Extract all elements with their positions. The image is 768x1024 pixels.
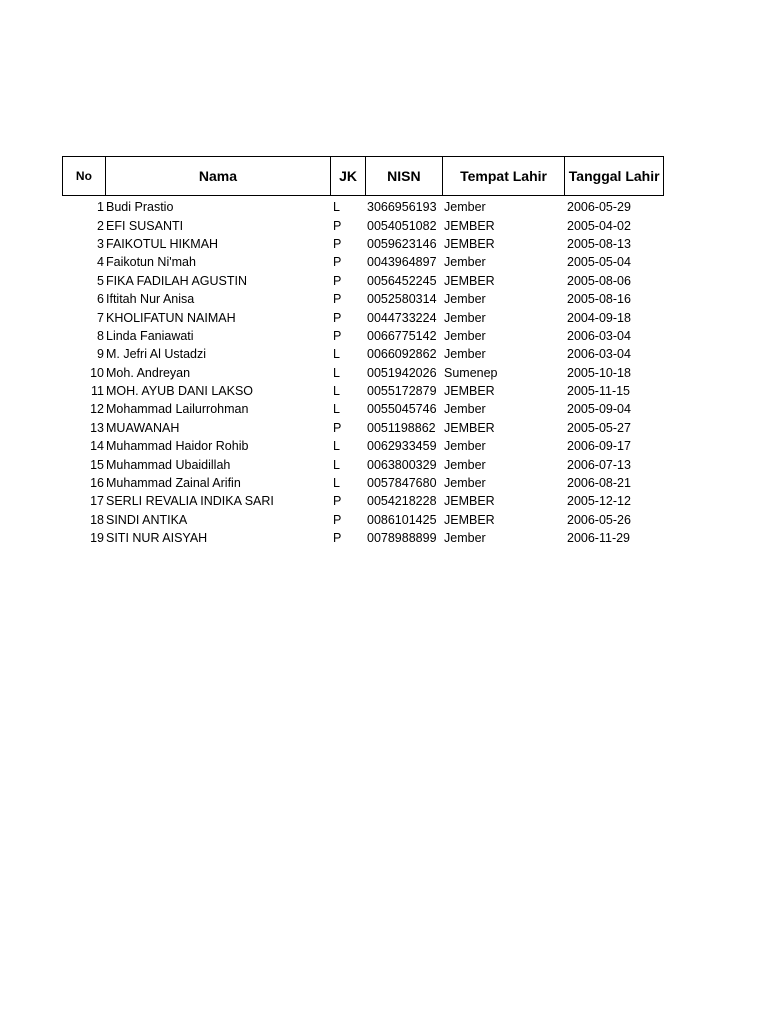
cell-tempat-lahir: Jember (444, 310, 486, 325)
cell-nisn: 0063800329 (367, 457, 437, 472)
cell-jk: P (333, 310, 342, 325)
cell-nisn: 0059623146 (367, 236, 437, 251)
cell-no: 11 (91, 384, 104, 399)
cell-nisn: 0051942026 (367, 365, 437, 380)
table-row (62, 216, 664, 234)
cell-tempat-lahir: Jember (444, 439, 486, 454)
cell-tempat-lahir: Jember (444, 457, 486, 472)
cell-no: 15 (90, 457, 104, 472)
cell-no: 16 (90, 476, 104, 491)
cell-tanggal-lahir: 2005-05-27 (567, 420, 631, 435)
table-row (62, 345, 664, 363)
cell-nisn: 0086101425 (367, 512, 437, 527)
cell-tanggal-lahir: 2006-11-29 (567, 531, 631, 546)
cell-tanggal-lahir: 2006-03-04 (567, 347, 631, 362)
cell-jk: L (333, 457, 340, 472)
cell-tanggal-lahir: 2005-09-04 (567, 402, 631, 417)
cell-no: 12 (90, 402, 104, 417)
header-tanggal-lahir: Tanggal Lahir (568, 168, 660, 184)
cell-tanggal-lahir: 2005-08-16 (567, 292, 631, 307)
cell-no: 13 (90, 420, 104, 435)
cell-jk: P (333, 273, 342, 288)
cell-jk: P (333, 236, 342, 251)
cell-tempat-lahir: Jember (444, 200, 486, 215)
cell-nama: Iftitah Nur Anisa (106, 292, 195, 307)
table-row (62, 198, 664, 216)
cell-nama: MOH. AYUB DANI LAKSO (106, 384, 254, 399)
cell-tanggal-lahir: 2005-10-18 (567, 365, 631, 380)
cell-tempat-lahir: Jember (444, 476, 486, 491)
cell-tanggal-lahir: 2005-08-06 (567, 273, 631, 288)
table-row (62, 455, 664, 473)
cell-jk: P (333, 420, 342, 435)
cell-tanggal-lahir: 2005-08-13 (567, 236, 631, 251)
table-row (62, 290, 664, 308)
table-row (62, 308, 664, 326)
cell-nama: Linda Faniawati (106, 328, 194, 343)
cell-nama: Muhammad Zainal Arifin (106, 476, 241, 491)
cell-tanggal-lahir: 2005-11-15 (567, 384, 631, 399)
table-row (62, 235, 664, 253)
cell-no: 1 (97, 200, 104, 215)
table-body (62, 198, 664, 547)
cell-nama: EFI SUSANTI (106, 218, 184, 233)
cell-nama: Muhammad Haidor Rohib (106, 439, 249, 454)
cell-tempat-lahir: Jember (444, 292, 486, 307)
cell-tempat-lahir: JEMBER (444, 384, 495, 399)
cell-tempat-lahir: JEMBER (444, 218, 495, 233)
table-row (62, 327, 664, 345)
cell-jk: L (333, 347, 340, 362)
cell-tempat-lahir: Jember (444, 255, 486, 270)
cell-no: 4 (97, 255, 104, 270)
cell-nama: Budi Prastio (106, 200, 174, 215)
cell-jk: L (333, 384, 340, 399)
cell-nama: FAIKOTUL HIKMAH (106, 236, 219, 251)
cell-no: 17 (90, 494, 104, 509)
table-row (62, 400, 664, 418)
cell-jk: P (333, 512, 342, 527)
table-row (62, 492, 664, 510)
cell-nisn: 0044733224 (367, 310, 437, 325)
cell-nisn: 0062933459 (367, 439, 437, 454)
cell-nama: KHOLIFATUN NAIMAH (106, 310, 236, 325)
cell-nisn: 0055172879 (367, 384, 437, 399)
cell-tanggal-lahir: 2005-12-12 (567, 494, 631, 509)
table-row (62, 272, 664, 290)
cell-nama: Mohammad Lailurrohman (106, 402, 249, 417)
cell-no: 18 (90, 512, 104, 527)
cell-jk: L (333, 200, 340, 215)
cell-nisn: 0078988899 (367, 531, 437, 546)
cell-tempat-lahir: Jember (444, 402, 486, 417)
cell-tempat-lahir: JEMBER (444, 512, 495, 527)
header-nisn: NISN (366, 157, 443, 195)
header-nama: Nama (106, 157, 331, 195)
table-header-row (62, 156, 664, 196)
cell-nisn: 0054218228 (367, 494, 437, 509)
cell-no: 7 (97, 310, 104, 325)
cell-jk: L (333, 476, 340, 491)
cell-tempat-lahir: JEMBER (444, 273, 495, 288)
cell-tanggal-lahir: 2006-07-13 (567, 457, 631, 472)
cell-jk: P (333, 218, 342, 233)
header-jk: JK (331, 157, 366, 195)
cell-no: 10 (90, 365, 104, 380)
header-no: No (63, 157, 106, 195)
table-row (62, 253, 664, 271)
cell-tempat-lahir: Jember (444, 347, 486, 362)
cell-tanggal-lahir: 2006-05-26 (567, 512, 631, 527)
table-row (62, 474, 664, 492)
cell-jk: P (333, 494, 342, 509)
cell-nama: SINDI ANTIKA (106, 512, 188, 527)
cell-tempat-lahir: Jember (444, 531, 486, 546)
cell-tempat-lahir: Jember (444, 328, 486, 343)
cell-no: 6 (97, 292, 104, 307)
cell-jk: P (333, 292, 342, 307)
cell-jk: L (333, 365, 340, 380)
cell-nama: M. Jefri Al Ustadzi (106, 347, 207, 362)
cell-nama: SITI NUR AISYAH (106, 531, 208, 546)
cell-tanggal-lahir: 2006-09-17 (567, 439, 631, 454)
cell-jk: P (333, 255, 342, 270)
cell-no: 8 (97, 328, 104, 343)
cell-nisn: 0055045746 (367, 402, 437, 417)
cell-nisn: 0056452245 (367, 273, 437, 288)
table-row (62, 364, 664, 382)
cell-tanggal-lahir: 2006-08-21 (567, 476, 631, 491)
cell-tempat-lahir: Sumenep (444, 365, 498, 380)
cell-jk: L (333, 439, 340, 454)
cell-tempat-lahir: JEMBER (444, 236, 495, 251)
cell-nama: Faikotun Ni'mah (106, 255, 196, 270)
cell-nisn: 0066092862 (367, 347, 437, 362)
cell-nisn: 0051198862 (367, 420, 436, 435)
cell-nisn: 0052580314 (367, 292, 437, 307)
cell-tanggal-lahir: 2004-09-18 (567, 310, 631, 325)
cell-tanggal-lahir: 2005-05-04 (567, 255, 631, 270)
cell-nisn: 3066956193 (367, 200, 437, 215)
cell-nisn: 0057847680 (367, 476, 437, 491)
cell-jk: L (333, 402, 340, 417)
cell-no: 14 (90, 439, 104, 454)
cell-nama: SERLI REVALIA INDIKA SARI (106, 494, 274, 509)
cell-tanggal-lahir: 2006-03-04 (567, 328, 631, 343)
cell-tempat-lahir: JEMBER (444, 420, 495, 435)
cell-no: 3 (97, 236, 104, 251)
cell-nama: Moh. Andreyan (106, 365, 191, 380)
cell-jk: P (333, 531, 342, 546)
table-row (62, 511, 664, 529)
cell-jk: P (333, 328, 342, 343)
cell-tanggal-lahir: 2005-04-02 (567, 218, 631, 233)
cell-nisn: 0066775142 (367, 328, 437, 343)
table-row (62, 382, 664, 400)
cell-tanggal-lahir: 2006-05-29 (567, 200, 631, 215)
cell-tempat-lahir: JEMBER (444, 494, 495, 509)
student-table (62, 156, 664, 547)
cell-no: 2 (97, 218, 104, 233)
table-row (62, 529, 664, 547)
cell-no: 9 (97, 347, 104, 362)
cell-nama: MUAWANAH (106, 420, 180, 435)
cell-nama: Muhammad Ubaidillah (106, 457, 231, 472)
cell-nisn: 0043964897 (367, 255, 437, 270)
header-tempat-lahir: Tempat Lahir (443, 157, 566, 195)
cell-nisn: 0054051082 (367, 218, 437, 233)
cell-no: 5 (97, 273, 104, 288)
table-row (62, 437, 664, 455)
table-row (62, 419, 664, 437)
cell-no: 19 (90, 531, 104, 546)
cell-nama: FIKA FADILAH AGUSTIN (106, 273, 248, 288)
